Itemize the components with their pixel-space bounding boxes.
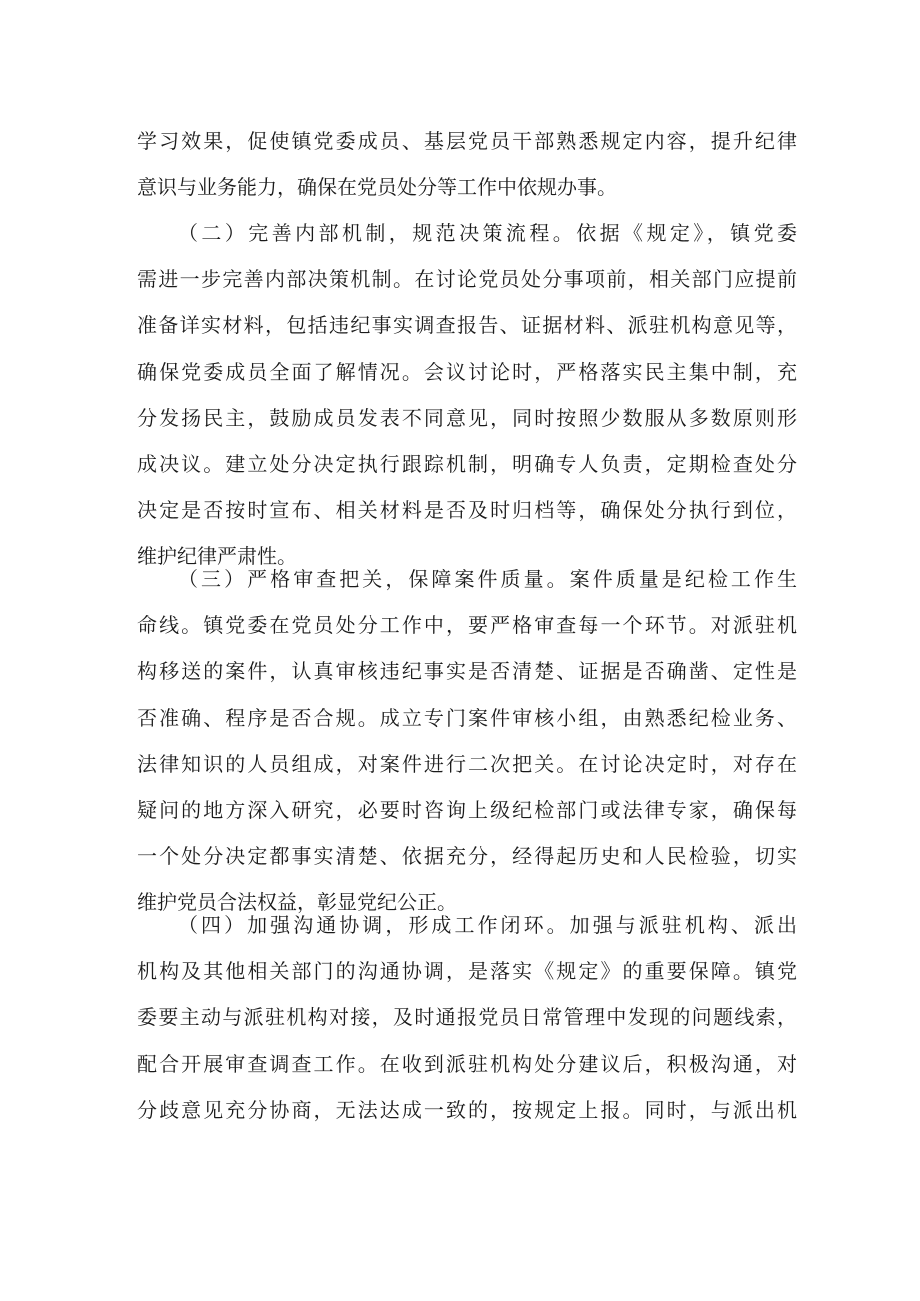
paragraph-line: 维护党员合法权益，彰显党纪公正。 [137,890,457,915]
paragraph-line: 准备详实材料，包括违纪事实调查报告、证据材料、派驻机构意见等， [137,313,797,338]
paragraph-line: 法律知识的人员组成，对案件进行二次把关。在讨论决定时，对存在 [137,751,797,776]
paragraph-line: 学习效果，促使镇党委成员、基层党员干部熟悉规定内容，提升纪律 [137,129,797,153]
paragraph-line: 分发扬民主，鼓励成员发表不同意见，同时按照少数服从多数原则形 [137,405,797,430]
paragraph-line: （三）严格审查把关，保障案件质量。案件质量是纪检工作生 [178,567,797,591]
paragraph-line: 分歧意见充分协商，无法达成一致的，按规定上报。同时，与派出机 [137,1097,797,1122]
paragraph-line: 维护纪律严肃性。 [137,544,297,569]
paragraph-4 [137,902,797,1133]
paragraph-line: 委要主动与派驻机构对接，及时通报党员日常管理中发现的问题线索， [137,1005,797,1030]
paragraph-3 [137,556,797,926]
paragraph-line: 构移送的案件，认真审核违纪事实是否清楚、证据是否确凿、定性是 [137,659,797,684]
paragraph-line: 疑问的地方深入研究，必要时咨询上级纪检部门或法律专家，确保每 [137,797,797,822]
paragraph-line: 一个处分决定都事实清楚、依据充分，经得起历史和人民检验，切实 [137,844,797,869]
paragraph-line: 命线。镇党委在党员处分工作中，要严格审查每一个环节。对派驻机 [137,613,797,638]
paragraph-line: 需进一步完善内部决策机制。在讨论党员处分事项前，相关部门应提前 [137,267,797,292]
paragraph-line: （二）完善内部机制，规范决策流程。依据《规定》，镇党委 [178,221,797,245]
paragraph-1 [137,118,797,210]
paragraph-line: 成决议。建立处分决定执行跟踪机制，明确专人负责，定期检查处分 [137,451,797,476]
paragraph-line: 否准确、程序是否合规。成立专门案件审核小组，由熟悉纪检业务、 [137,705,797,730]
paragraph-line: 机构及其他相关部门的沟通协调，是落实《规定》的重要保障。镇党 [137,959,797,984]
paragraph-line: 确保党委成员全面了解情况。会议讨论时，严格落实民主集中制，充 [137,359,797,384]
paragraph-2 [137,210,797,580]
paragraph-line: 配合开展审查调查工作。在收到派驻机构处分建议后，积极沟通，对 [137,1051,797,1076]
paragraph-line: 决定是否按时宣布、相关材料是否及时归档等，确保处分执行到位， [137,498,797,523]
paragraph-line: 意识与业务能力，确保在党员处分等工作中依规办事。 [137,175,617,200]
paragraph-line: （四）加强沟通协调，形成工作闭环。加强与派驻机构、派出 [178,913,797,937]
